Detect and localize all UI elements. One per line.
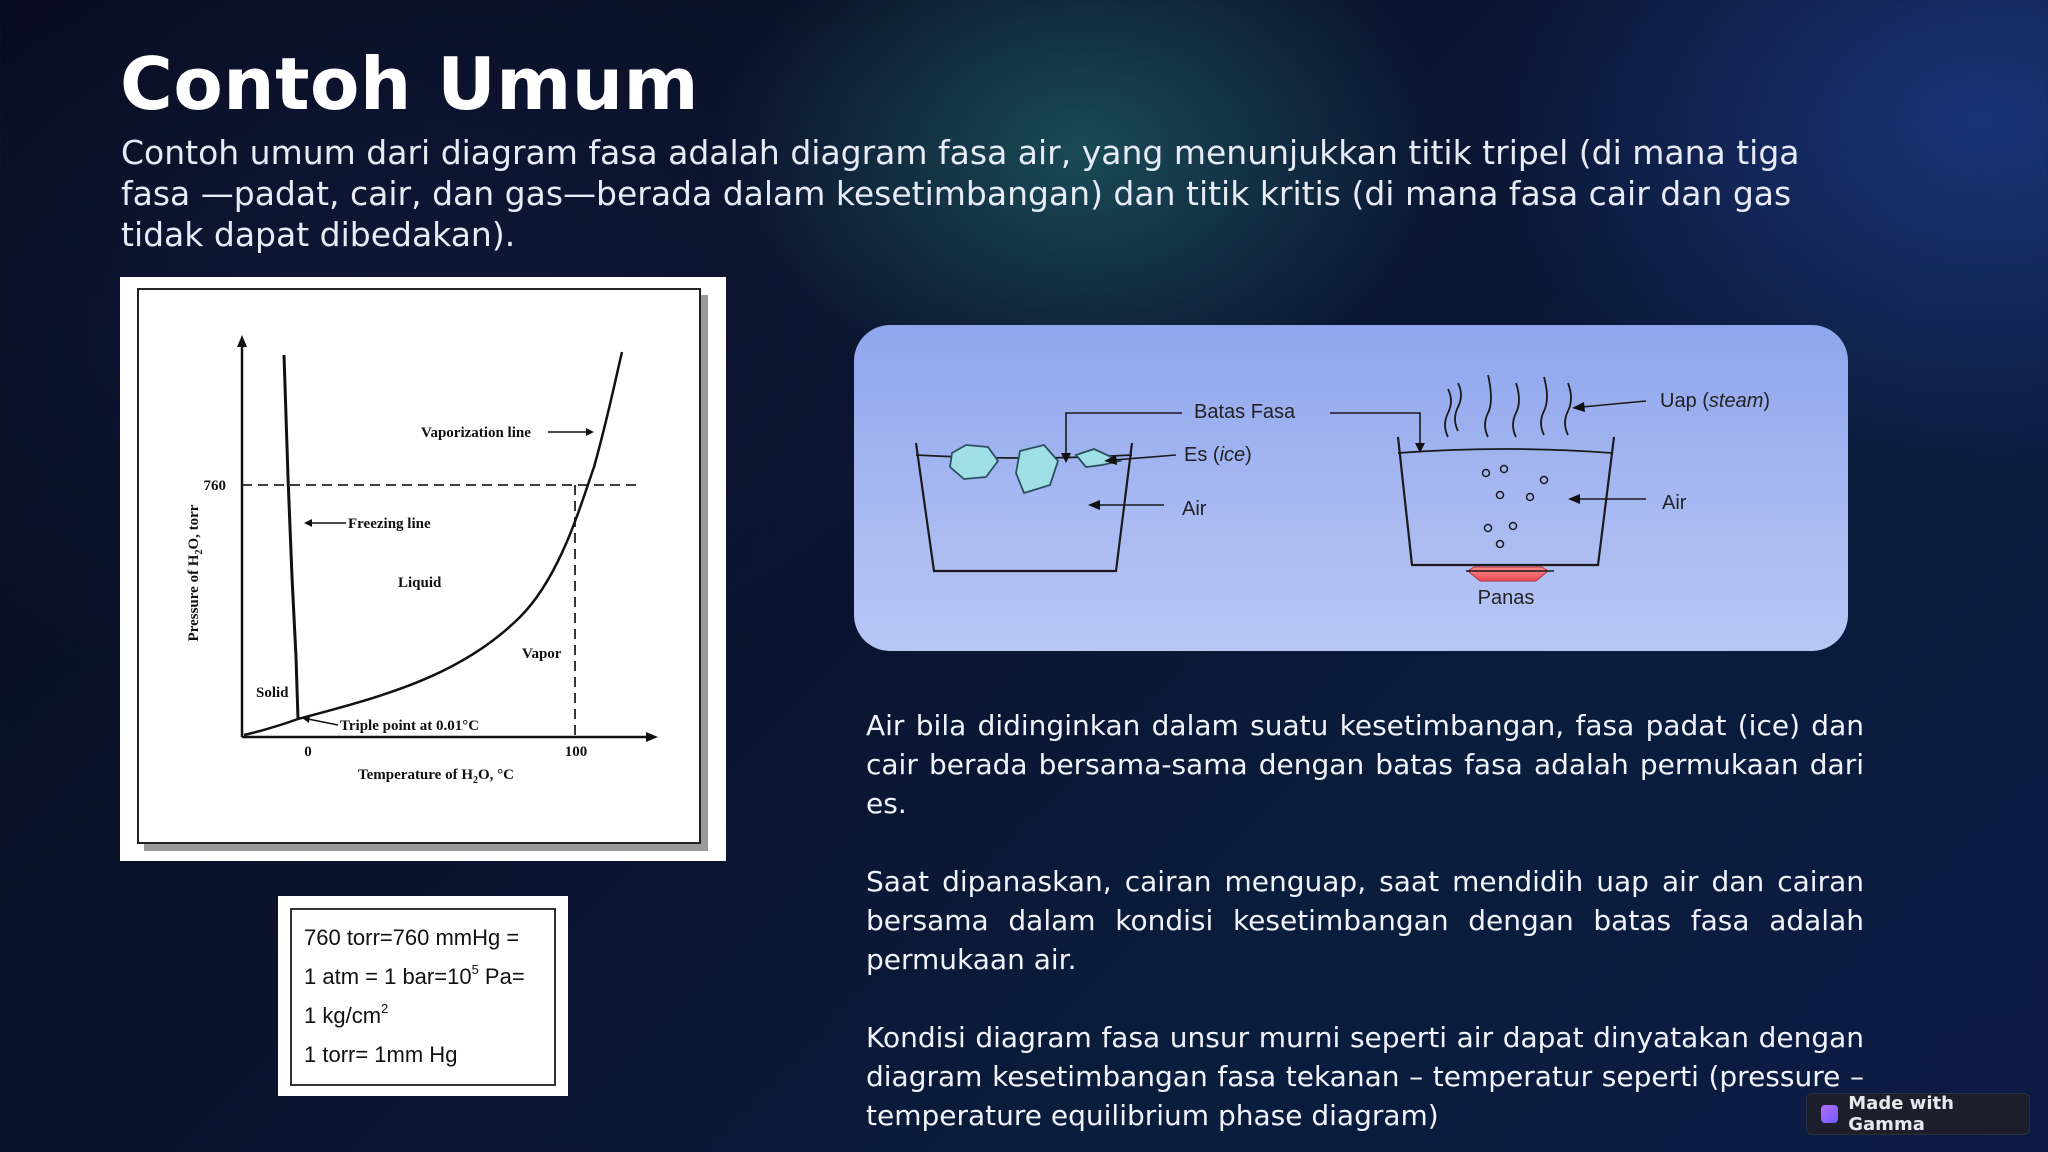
solid-label: Solid: [256, 685, 289, 701]
body-paragraph-2: Saat dipanaskan, cairan menguap, saat mendidih uap air dan cairan bersama dalam kondisi kesetimbangan dengan batas fasa adalah permukaan air.: [866, 865, 1864, 976]
freezing-line-label: Freezing line: [348, 516, 431, 532]
vapor-label: Vapor: [522, 646, 562, 662]
units-line-4: 1 torr= 1mm Hg: [304, 1042, 458, 1067]
body-text: [866, 706, 1864, 1152]
ice-cube-2: [1016, 445, 1058, 493]
body-paragraph-1: Air bila didinginkan dalam suatu kesetimbangan, fasa padat (ice) dan cair berada bersama-sama dengan batas fasa adalah permukaan dari es.: [866, 709, 1864, 820]
right-water-surface: [1398, 449, 1612, 453]
air-right-label: Air: [1662, 492, 1687, 514]
tick-100: 100: [564, 744, 588, 760]
vaporization-line-label: Vaporization line: [421, 425, 531, 441]
water-phase-diagram-image: [120, 277, 726, 861]
units-line-2: 1 atm = 1 $bar=10^5$ Pa=: [304, 962, 525, 989]
bubbles: [1483, 466, 1548, 548]
x-axis-title: Temperature of $H_2O$, °C: [358, 767, 514, 786]
heat-source-icon: [1468, 567, 1548, 581]
batas-fasa-label: Batas Fasa: [1194, 401, 1296, 423]
badge-label: Made with Gamma: [1848, 1093, 1954, 1135]
panas-label: Panas: [1477, 587, 1535, 609]
phase-boundary-illustration: [854, 325, 1848, 651]
made-with-gamma-badge[interactable]: [1806, 1093, 2030, 1135]
body-paragraph-3: Kondisi diagram fasa unsur murni seperti air dapat dinyatakan dengan diagram kesetimbangan fasa tekanan – temperatur seperti (pressure – temperature equilibrium phase diagram): [866, 1021, 1864, 1132]
uap-steam-label: Uap (steam): [1660, 390, 1771, 412]
y-axis-title: Pressure of $H_2O$, torr: [186, 504, 205, 642]
phase-diagram-svg: [120, 277, 726, 861]
tick-760: 760: [203, 478, 226, 494]
tick-0: 0: [304, 744, 312, 760]
illustration-svg: [854, 325, 1848, 651]
gamma-logo-icon: [1821, 1105, 1838, 1123]
units-line-3: 1 $kg/cm^2$: [304, 1001, 389, 1028]
units-conversion-box: [278, 896, 568, 1096]
air-left-label: Air: [1182, 498, 1207, 520]
steam-wavy-lines: [1445, 375, 1571, 437]
triple-point-label: Triple point at 0.01°C: [340, 718, 480, 734]
page-title: Contoh Umum: [120, 42, 700, 126]
es-ice-label: Es (ice): [1184, 444, 1252, 466]
right-beaker: [1398, 437, 1614, 565]
units-line-1: 760 torr=760 mmHg =: [304, 925, 520, 950]
ice-cube-1: [950, 445, 998, 479]
liquid-label: Liquid: [398, 575, 442, 591]
intro-paragraph: Contoh umum dari diagram fasa adalah diagram fasa air, yang menunjukkan titik tripel (di mana tiga fasa —padat, cair, dan gas—berada dalam kesetimbangan) dan titik kritis (di mana fasa cair dan gas tidak dapat dibedakan).: [121, 133, 1800, 254]
